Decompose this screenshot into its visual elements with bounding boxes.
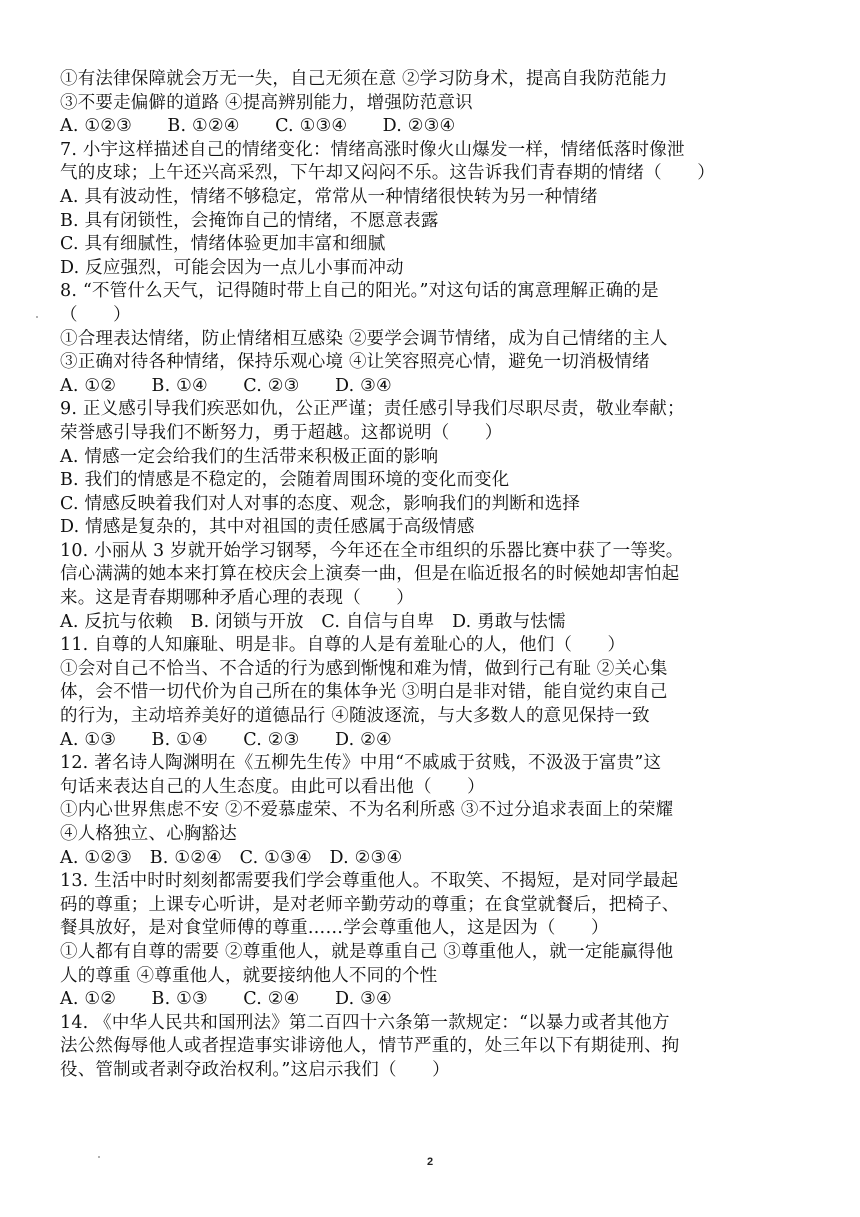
question-8-options: A. ①② B. ①④ C. ②③ D. ③④: [60, 375, 392, 396]
question-12-stem: 12. 著名诗人陶渊明在《五柳先生传》中用“不戚戚于贫贱，不汲汲于富贵”这: [60, 753, 662, 774]
question-11-statements: 体，会不惜一切代价为自己所在的集体争光 ③明白是非对错，能自觉约束自己: [60, 682, 668, 703]
question-7-option-b: B. 具有闭锁性，会掩饰自己的情绪，不愿意表露: [60, 210, 439, 231]
question-7-option-a: A. 具有波动性，情绪不够稳定，常常从一种情绪很快转为另一种情绪: [60, 186, 598, 207]
question-13-stem: 码的尊重；上课专心听讲，是对老师辛勤劳动的尊重；在食堂就餐后，把椅子、: [60, 894, 680, 915]
question-10-stem: 10. 小丽从 3 岁就开始学习钢琴，今年还在全市组织的乐器比赛中获了一等奖。: [60, 540, 684, 561]
question-14-stem: 14. 《中华人民共和国刑法》第二百四十六条第一款规定：“以暴力或者其他方: [60, 1012, 670, 1033]
question-8-statements: ③正确对待各种情绪，保持乐观心境 ④让笑容照亮心情，避免一切消极情绪: [60, 352, 650, 373]
page-number: 2: [426, 1156, 434, 1168]
scan-speck: [36, 316, 38, 318]
text-line: ①有法律保障就会万无一失，自己无须在意 ②学习防身术，提高自我防范能力: [60, 69, 668, 89]
question-13-statements: 人的尊重 ④尊重他人，就要接纳他人不同的个性: [60, 965, 438, 986]
question-13-options: A. ①② B. ①③ C. ②④ D. ③④: [60, 989, 392, 1010]
question-9-option-d: D. 情感是复杂的，其中对祖国的责任感属于高级情感: [60, 517, 475, 538]
question-8-statements: ①合理表达情绪，防止情绪相互感染 ②要学会调节情绪，成为自己情绪的主人: [60, 328, 668, 349]
question-12-statements: ④人格独立、心胸豁达: [60, 824, 237, 844]
question-13-stem: 餐具放好，是对食堂师傅的尊重……学会尊重他人，这是因为（ ）: [60, 918, 609, 939]
exam-page-body: [60, 68, 720, 1083]
question-7-stem: 气的皮球；上午还兴高采烈，下午却又闷闷不乐。这告诉我们青春期的情绪（ ）: [60, 163, 715, 184]
question-7-option-d: D. 反应强烈，可能会因为一点儿小事而冲动: [60, 257, 404, 278]
question-9-option-c: C. 情感反映着我们对人对事的态度、观念，影响我们的判断和选择: [60, 493, 581, 514]
question-13-stem: 13. 生活中时时刻刻都需要我们学会尊重他人。不取笑、不揭短，是对同学最起: [60, 871, 679, 892]
question-8-stem: （ ）: [60, 304, 131, 325]
question-14-stem: 役、管制或者剥夺政治权利。”这启示我们（ ）: [60, 1059, 450, 1080]
question-10-stem: 信心满满的她本来打算在校庆会上演奏一曲，但是在临近报名的时候她却害怕起: [60, 564, 680, 585]
question-12-statements: ①内心世界焦虑不安 ②不爱慕虚荣、不为名利所惑 ③不过分追求表面上的荣耀: [60, 800, 674, 821]
question-14-stem: 法公然侮辱他人或者捏造事实诽谤他人，情节严重的，处三年以下有期徒刑、拘: [60, 1036, 680, 1057]
question-11-statements: ①会对自己不恰当、不合适的行为感到惭愧和难为情，做到行己有耻 ②关心集: [60, 658, 668, 679]
question-9-option-b: B. 我们的情感是不稳定的，会随着周围环境的变化而变化: [60, 470, 510, 491]
question-9-option-a: A. 情感一定会给我们的生活带来积极正面的影响: [60, 446, 439, 467]
question-7-option-c: C. 具有细腻性，情绪体验更加丰富和细腻: [60, 234, 386, 255]
question-7-stem: 7. 小宇这样描述自己的情绪变化：情绪高涨时像火山爆发一样，情绪低落时像泄: [60, 139, 685, 160]
question-9-stem: 荣誉感引导我们不断努力，勇于超越。这都说明（ ）: [60, 422, 503, 443]
question-11-statements: 的行为，主动培养美好的道德品行 ④随波逐流，与大多数人的意见保持一致: [60, 706, 650, 727]
question-11-options: A. ①③ B. ①④ C. ②③ D. ②④: [60, 729, 392, 750]
question-8-stem: 8. “不管什么天气，记得随时带上自己的阳光。”对这句话的寓意理解正确的是: [60, 281, 659, 302]
question-12-stem: 句话来表达自己的人生态度。由此可以看出他（ ）: [60, 776, 485, 797]
question-10-options: A. 反抗与依赖 B. 闭锁与开放 C. 自信与自卑 D. 勇敢与怯懦: [60, 611, 566, 632]
question-13-statements: ①人都有自尊的需要 ②尊重他人，就是尊重自己 ③尊重他人，就一定能赢得他: [60, 941, 674, 962]
question-11-stem: 11. 自尊的人知廉耻、明是非。自尊的人是有羞耻心的人，他们（ ）: [60, 635, 626, 656]
question-12-options: A. ①②③ B. ①②④ C. ①③④ D. ②③④: [60, 847, 403, 868]
text-line: ③不要走偏僻的道路 ④提高辨别能力，增强防范意识: [60, 92, 473, 113]
question-9-stem: 9. 正义感引导我们疾恶如仇，公正严谨；责任感引导我们尽职尽责，敬业奉献；: [60, 399, 685, 420]
question-10-stem: 来。这是青春期哪种矛盾心理的表现（ ）: [60, 588, 414, 609]
answer-options: A. ①②③ B. ①②④ C. ①③④ D. ②③④: [60, 116, 456, 137]
